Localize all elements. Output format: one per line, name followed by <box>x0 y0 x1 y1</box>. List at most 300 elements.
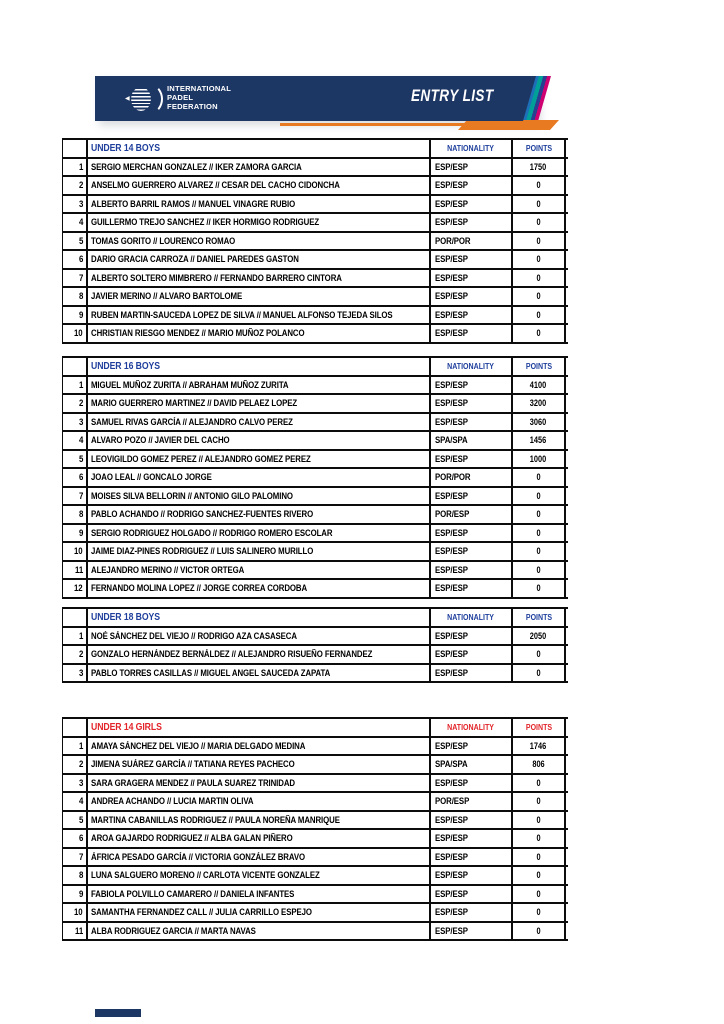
player-names <box>86 756 429 773</box>
nationality-cell-text: ESP/ESP <box>435 833 468 844</box>
nationality-cell-text: ESP/ESP <box>435 453 468 464</box>
table-row <box>62 849 568 868</box>
player-names <box>86 251 429 268</box>
nationality-header <box>429 719 511 736</box>
row-number-text: 8 <box>79 291 84 302</box>
nationality-cell <box>429 525 511 542</box>
row-number <box>62 646 86 663</box>
table-row <box>62 543 568 562</box>
nationality-header-text: NATIONALITY <box>447 143 495 154</box>
player-names-text: MIGUEL MUÑOZ ZURITA // ABRAHAM MUÑOZ ZURITA <box>91 379 289 390</box>
table-row <box>62 377 568 396</box>
row-number <box>62 665 86 682</box>
table-row <box>62 233 568 252</box>
header-number-cell <box>62 719 86 736</box>
player-names <box>86 923 429 940</box>
row-number-text: 2 <box>79 398 84 409</box>
row-number <box>62 867 86 884</box>
player-names-text: ALVARO POZO // JAVIER DEL CACHO <box>91 435 230 446</box>
points-cell <box>511 646 566 663</box>
table-row <box>62 812 568 831</box>
table-row <box>62 738 568 757</box>
nationality-cell <box>429 270 511 287</box>
points-header-text: POINTS <box>525 612 552 623</box>
row-number <box>62 159 86 176</box>
row-number <box>62 177 86 194</box>
row-number-text: 7 <box>79 851 84 862</box>
header-number-cell <box>62 358 86 375</box>
player-names <box>86 214 429 231</box>
table-row <box>62 775 568 794</box>
nationality-cell-text: ESP/ESP <box>435 379 468 390</box>
points-cell-text: 0 <box>536 851 541 862</box>
row-number-text: 4 <box>79 435 84 446</box>
player-names-text: FABIOLA POLVILLO CAMARERO // DANIELA INFANTES <box>91 888 295 899</box>
nationality-cell-text: ESP/ESP <box>435 777 468 788</box>
player-names-text: ALBA RODRIGUEZ GARCIA // MARTA NAVAS <box>91 925 256 936</box>
logo-arrow-icon: ◀ <box>125 96 130 102</box>
points-cell-text: 3060 <box>530 416 547 427</box>
row-number <box>62 377 86 394</box>
player-names <box>86 830 429 847</box>
player-names <box>86 377 429 394</box>
row-number-text: 1 <box>79 740 84 751</box>
row-number <box>62 738 86 755</box>
player-names-text: MOISES SILVA BELLORIN // ANTONIO GILO PALOMINO <box>91 490 293 501</box>
row-number-text: 6 <box>79 254 84 265</box>
row-number-text: 3 <box>79 777 84 788</box>
player-names-text: SERGIO RODRIGUEZ HOLGADO // RODRIGO ROMERO ESCOLAR <box>91 527 333 538</box>
points-cell <box>511 665 566 682</box>
nationality-header-text: NATIONALITY <box>447 361 495 372</box>
nationality-cell-text: ESP/ESP <box>435 198 468 209</box>
row-number-text: 10 <box>74 907 83 918</box>
points-cell-text: 0 <box>536 583 541 594</box>
nationality-cell <box>429 543 511 560</box>
row-number <box>62 793 86 810</box>
points-cell <box>511 793 566 810</box>
row-number-text: 11 <box>74 925 83 936</box>
points-header <box>511 358 566 375</box>
table-header-row <box>62 358 568 377</box>
table-row <box>62 904 568 923</box>
table-row <box>62 432 568 451</box>
row-number-text: 8 <box>79 509 84 520</box>
points-cell <box>511 506 566 523</box>
player-names <box>86 793 429 810</box>
row-number <box>62 904 86 921</box>
federation-name-line3: FEDERATION <box>167 102 218 111</box>
table-row <box>62 414 568 433</box>
player-names-text: MARIO GUERRERO MARTINEZ // DAVID PELAEZ LOPEZ <box>91 398 298 409</box>
table-row <box>62 506 568 525</box>
row-number <box>62 325 86 342</box>
points-cell-text: 0 <box>536 180 541 191</box>
table-row <box>62 923 568 942</box>
nationality-cell <box>429 886 511 903</box>
nationality-cell <box>429 395 511 412</box>
points-cell-text: 0 <box>536 888 541 899</box>
points-cell-text: 0 <box>536 272 541 283</box>
player-names-text: ALEJANDRO MERINO // VICTOR ORTEGA <box>91 564 245 575</box>
points-cell-text: 0 <box>536 833 541 844</box>
points-cell <box>511 325 566 342</box>
points-cell <box>511 214 566 231</box>
nationality-cell-text: ESP/ESP <box>435 851 468 862</box>
nationality-cell <box>429 233 511 250</box>
points-cell <box>511 414 566 431</box>
nationality-cell <box>429 646 511 663</box>
points-cell-text: 0 <box>536 527 541 538</box>
nationality-cell <box>429 830 511 847</box>
points-cell-text: 0 <box>536 309 541 320</box>
points-cell <box>511 377 566 394</box>
row-number-text: 1 <box>79 630 84 641</box>
row-number <box>62 830 86 847</box>
points-cell-text: 3200 <box>530 398 547 409</box>
row-number-text: 5 <box>79 814 84 825</box>
table-row <box>62 562 568 581</box>
row-number-text: 2 <box>79 759 84 770</box>
player-names <box>86 775 429 792</box>
player-names-text: PABLO TORRES CASILLAS // MIGUEL ANGEL SAUCEDA ZAPATA <box>91 667 331 678</box>
points-cell-text: 0 <box>536 509 541 520</box>
player-names-text: ANSELMO GUERRERO ALVAREZ // CESAR DEL CACHO CIDONCHA <box>91 180 340 191</box>
nationality-cell <box>429 904 511 921</box>
nationality-cell-text: POR/POR <box>435 235 471 246</box>
nationality-cell-text: ESP/ESP <box>435 546 468 557</box>
row-number <box>62 395 86 412</box>
row-number <box>62 432 86 449</box>
points-cell-text: 0 <box>536 564 541 575</box>
nationality-cell <box>429 775 511 792</box>
points-cell-text: 1456 <box>530 435 547 446</box>
nationality-cell-text: ESP/ESP <box>435 649 468 660</box>
nationality-cell <box>429 756 511 773</box>
row-number-text: 5 <box>79 453 84 464</box>
player-names-text: RUBEN MARTIN-SAUCEDA LOPEZ DE SILVA // MANUEL ALFONSO TEJEDA SILOS <box>91 309 393 320</box>
nationality-cell-text: ESP/ESP <box>435 583 468 594</box>
nationality-cell-text: ESP/ESP <box>435 272 468 283</box>
player-names-text: LUNA SALGUERO MORENO // CARLOTA VICENTE GONZALEZ <box>91 870 320 881</box>
points-cell <box>511 580 566 597</box>
nationality-cell-text: ESP/ESP <box>435 564 468 575</box>
federation-name-line1: INTERNATIONAL <box>167 84 232 93</box>
player-names-text: ÁFRICA PESADO GARCÍA // VICTORIA GONZÁLEZ BRAVO <box>91 851 306 862</box>
points-cell-text: 0 <box>536 667 541 678</box>
table-header-row <box>62 609 568 628</box>
table-row <box>62 214 568 233</box>
row-number-text: 4 <box>79 217 84 228</box>
player-names <box>86 646 429 663</box>
points-cell-text: 0 <box>536 546 541 557</box>
row-number <box>62 849 86 866</box>
player-names-text: FERNANDO MOLINA LOPEZ // JORGE CORREA CORDOBA <box>91 583 308 594</box>
row-number <box>62 506 86 523</box>
points-cell-text: 0 <box>536 870 541 881</box>
points-cell <box>511 525 566 542</box>
table-row <box>62 159 568 178</box>
nationality-cell <box>429 196 511 213</box>
row-number <box>62 451 86 468</box>
player-names <box>86 233 429 250</box>
nationality-cell <box>429 580 511 597</box>
points-cell-text: 1750 <box>530 161 547 172</box>
nationality-cell <box>429 488 511 505</box>
player-names <box>86 288 429 305</box>
points-cell-text: 1746 <box>530 740 547 751</box>
row-number <box>62 214 86 231</box>
row-number-text: 12 <box>74 583 83 594</box>
points-cell <box>511 738 566 755</box>
points-cell <box>511 177 566 194</box>
row-number-text: 11 <box>74 564 83 575</box>
points-cell <box>511 488 566 505</box>
player-names <box>86 469 429 486</box>
player-names <box>86 580 429 597</box>
row-number-text: 9 <box>79 527 84 538</box>
row-number-text: 3 <box>79 667 84 678</box>
table-row <box>62 488 568 507</box>
table-row <box>62 867 568 886</box>
points-cell <box>511 270 566 287</box>
nationality-header <box>429 609 511 626</box>
player-names <box>86 867 429 884</box>
points-cell <box>511 432 566 449</box>
points-cell <box>511 775 566 792</box>
row-number-text: 7 <box>79 272 84 283</box>
row-number <box>62 775 86 792</box>
player-names-text: GONZALO HERNÁNDEZ BERNÁLDEZ // ALEJANDRO RISUEÑO FERNANDEZ <box>91 649 373 660</box>
player-names <box>86 738 429 755</box>
points-cell-text: 0 <box>536 907 541 918</box>
points-cell-text: 4100 <box>530 379 547 390</box>
nationality-header <box>429 140 511 157</box>
points-cell-text: 0 <box>536 490 541 501</box>
nationality-cell-text: ESP/ESP <box>435 309 468 320</box>
player-names-text: SARA GRAGERA MENDEZ // PAULA SUAREZ TRINIDAD <box>91 777 295 788</box>
nationality-cell-text: ESP/ESP <box>435 416 468 427</box>
points-cell-text: 0 <box>536 254 541 265</box>
player-names <box>86 488 429 505</box>
row-number <box>62 756 86 773</box>
points-cell <box>511 812 566 829</box>
nationality-cell-text: POR/POR <box>435 472 471 483</box>
table-row <box>62 469 568 488</box>
nationality-cell <box>429 325 511 342</box>
points-cell-text: 2050 <box>530 630 547 641</box>
nationality-cell-text: ESP/ESP <box>435 888 468 899</box>
row-number <box>62 270 86 287</box>
points-cell-text: 0 <box>536 328 541 339</box>
points-cell-text: 0 <box>536 217 541 228</box>
nationality-cell <box>429 377 511 394</box>
nationality-cell <box>429 159 511 176</box>
points-cell <box>511 543 566 560</box>
page-title: ENTRY LIST <box>411 87 494 105</box>
points-cell-text: 0 <box>536 777 541 788</box>
row-number-text: 2 <box>79 180 84 191</box>
nationality-cell-text: ESP/ESP <box>435 180 468 191</box>
nationality-cell-text: ESP/ESP <box>435 254 468 265</box>
points-cell <box>511 628 566 645</box>
entry-table-under-14-girls <box>62 717 568 941</box>
nationality-cell-text: ESP/ESP <box>435 814 468 825</box>
points-cell <box>511 867 566 884</box>
federation-name <box>167 84 231 111</box>
player-names-text: SAMANTHA FERNANDEZ CALL // JULIA CARRILLO ESPEJO <box>91 907 312 918</box>
table-header-row <box>62 140 568 159</box>
player-names <box>86 451 429 468</box>
nationality-cell <box>429 738 511 755</box>
nationality-cell <box>429 432 511 449</box>
table-title <box>86 140 429 157</box>
row-number-text: 6 <box>79 472 84 483</box>
player-names-text: SAMUEL RIVAS GARCÍA // ALEJANDRO CALVO PEREZ <box>91 416 293 427</box>
nationality-cell-text: ESP/ESP <box>435 161 468 172</box>
player-names-text: LEOVIGILDO GOMEZ PEREZ // ALEJANDRO GOMEZ PEREZ <box>91 453 311 464</box>
row-number-text: 1 <box>79 161 84 172</box>
nationality-cell <box>429 849 511 866</box>
points-cell <box>511 159 566 176</box>
table-row <box>62 756 568 775</box>
nationality-cell-text: ESP/ESP <box>435 907 468 918</box>
points-header-text: POINTS <box>525 143 552 154</box>
banner-orange-underline <box>280 123 520 126</box>
nationality-cell <box>429 665 511 682</box>
points-cell-text: 0 <box>536 198 541 209</box>
row-number-text: 9 <box>79 888 84 899</box>
player-names <box>86 562 429 579</box>
row-number <box>62 414 86 431</box>
table-row <box>62 628 568 647</box>
player-names <box>86 665 429 682</box>
row-number <box>62 469 86 486</box>
table-row <box>62 665 568 684</box>
table-row <box>62 830 568 849</box>
player-names <box>86 812 429 829</box>
row-number-text: 2 <box>79 649 84 660</box>
points-cell <box>511 451 566 468</box>
points-cell <box>511 562 566 579</box>
player-names-text: ALBERTO BARRIL RAMOS // MANUEL VINAGRE RUBIO <box>91 198 296 209</box>
nationality-cell <box>429 414 511 431</box>
player-names <box>86 506 429 523</box>
table-row <box>62 325 568 344</box>
row-number-text: 10 <box>74 328 83 339</box>
row-number <box>62 923 86 940</box>
row-number <box>62 251 86 268</box>
entry-table-under-16-boys <box>62 356 568 599</box>
table-row <box>62 177 568 196</box>
nationality-cell <box>429 251 511 268</box>
points-cell-text: 0 <box>536 796 541 807</box>
player-names-text: NOÉ SÁNCHEZ DEL VIEJO // RODRIGO AZA CASASECA <box>91 630 297 641</box>
nationality-cell <box>429 469 511 486</box>
table-row <box>62 196 568 215</box>
player-names-text: DARIO GRACIA CARROZA // DANIEL PAREDES GASTON <box>91 254 299 265</box>
player-names <box>86 628 429 645</box>
player-names-text: JIMENA SUÁREZ GARCÍA // TATIANA REYES PACHECO <box>91 759 295 770</box>
ipf-banner <box>95 76 570 134</box>
nationality-cell-text: ESP/ESP <box>435 740 468 751</box>
row-number <box>62 525 86 542</box>
nationality-cell-text: SPA/SPA <box>435 759 468 770</box>
nationality-header-text: NATIONALITY <box>447 612 495 623</box>
row-number <box>62 307 86 324</box>
points-header-text: POINTS <box>525 361 552 372</box>
player-names <box>86 159 429 176</box>
table-title <box>86 609 429 626</box>
nationality-cell <box>429 867 511 884</box>
row-number-text: 9 <box>79 309 84 320</box>
nationality-cell <box>429 288 511 305</box>
row-number <box>62 628 86 645</box>
points-header <box>511 140 566 157</box>
row-number-text: 7 <box>79 490 84 501</box>
nationality-cell-text: ESP/ESP <box>435 667 468 678</box>
table-row <box>62 580 568 599</box>
player-names <box>86 196 429 213</box>
nationality-cell <box>429 793 511 810</box>
player-names <box>86 395 429 412</box>
points-cell <box>511 886 566 903</box>
nationality-cell-text: ESP/ESP <box>435 925 468 936</box>
player-names <box>86 414 429 431</box>
row-number <box>62 196 86 213</box>
logo-sphere-icon <box>131 87 151 111</box>
row-number-text: 6 <box>79 833 84 844</box>
entry-table-under-18-boys <box>62 607 568 683</box>
player-names-text: JAVIER MERINO // ALVARO BARTOLOME <box>91 291 243 302</box>
nationality-cell <box>429 451 511 468</box>
table-title-text: UNDER 14 GIRLS <box>91 721 162 733</box>
player-names <box>86 325 429 342</box>
nationality-cell-text: POR/ESP <box>435 509 470 520</box>
nationality-cell-text: ESP/ESP <box>435 398 468 409</box>
points-cell <box>511 849 566 866</box>
nationality-cell-text: ESP/ESP <box>435 870 468 881</box>
nationality-cell <box>429 214 511 231</box>
points-cell <box>511 251 566 268</box>
player-names <box>86 270 429 287</box>
row-number-text: 5 <box>79 235 84 246</box>
player-names-text: SERGIO MERCHAN GONZALEZ // IKER ZAMORA GARCIA <box>91 161 302 172</box>
points-cell-text: 806 <box>532 759 545 770</box>
points-cell <box>511 756 566 773</box>
header-number-cell <box>62 609 86 626</box>
player-names-text: JOAO LEAL // GONCALO JORGE <box>91 472 212 483</box>
ipf-logo-icon <box>125 84 163 113</box>
table-row <box>62 525 568 544</box>
row-number <box>62 886 86 903</box>
row-number-text: 3 <box>79 198 84 209</box>
row-number <box>62 812 86 829</box>
table-header-row <box>62 719 568 738</box>
nationality-cell <box>429 506 511 523</box>
points-cell <box>511 904 566 921</box>
points-cell-text: 0 <box>536 291 541 302</box>
table-row <box>62 451 568 470</box>
table-row <box>62 395 568 414</box>
points-cell <box>511 395 566 412</box>
points-header <box>511 609 566 626</box>
nationality-cell <box>429 177 511 194</box>
points-header-text: POINTS <box>525 722 552 733</box>
points-cell-text: 0 <box>536 814 541 825</box>
points-cell-text: 0 <box>536 472 541 483</box>
player-names-text: PABLO ACHANDO // RODRIGO SANCHEZ-FUENTES RIVERO <box>91 509 314 520</box>
